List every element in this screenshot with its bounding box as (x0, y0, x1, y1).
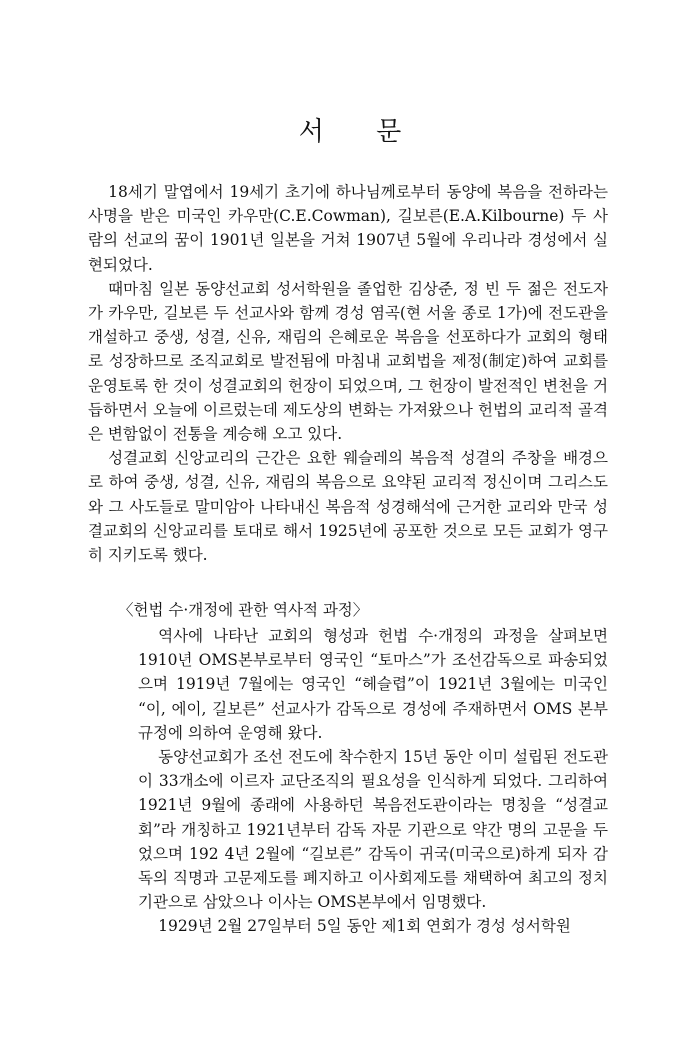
section-paragraph-2: 동양선교회가 조선 전도에 착수한지 15년 동안 이미 설립된 전도관이 33개소에 이르자 교단조직의 필요성을 인식하게 되었다. 그리하여 1921년 9월에 종래에 사용하던 복음전도관이라는 명칭을 “성결교회”라 개칭하고 1921년부터 감독 자문 기관으로 약간 명의 고문을 두었으며 192 4년 2월에 “길보른” 감독이 귀국(미국으로)하게 되자 감독의 직명과 고문제도를 폐지하고 이사회제도를 채택하여 최고의 정치기관으로 삼았으나 이사는 OMS본부에서 임명했다. (138, 748, 608, 912)
paragraph-1: 18세기 말엽에서 19세기 초기에 하나님께로부터 동양에 복음을 전하라는 사명을 받은 미국인 카우만(C.E.Cowman), 길보른(E.A.Kilbourne) 두 사람의 선교의 꿈이 1901년 일본을 거쳐 1907년 5월에 우리나라 경성에서 실현되었다. (88, 183, 608, 274)
section-paragraph-3: 1929년 2월 27일부터 5일 동안 제1회 연회가 경성 성서학원 (158, 917, 571, 936)
history-section-body (138, 624, 608, 939)
section-heading: 〈헌법 수·개정에 관한 역사적 과정〉 (118, 601, 369, 619)
preface-body (88, 180, 608, 567)
page-title: 서 문 (298, 117, 424, 147)
section-paragraph-1: 역사에 나타난 교회의 형성과 헌법 수·개정의 과정을 살펴보면 1910년 OMS본부로부터 영국인 “토마스”가 조선감독으로 파송되었으며 1919년 7월에는 영국인 “헤슬렵”이 1921년 3월에는 미국인 “이, 에이, 길보른” 선교사가 감독으로 경성에 주재하면서 OMS 본부 규정에 의하여 운영해 왔다. (138, 627, 608, 742)
paragraph-3: 성결교회 신앙교리의 근간은 요한 웨슬레의 복음적 성결의 주창을 배경으로 하여 중생, 성결, 신유, 재림의 복음으로 요약된 교리적 정신이며 그리스도와 그 사도들로 말미암아 나타내신 복음적 성경해석에 근거한 교리와 만국 성결교회의 신앙교리를 토대로 해서 1925년에 공포한 것으로 모든 교회가 영구히 지키도록 했다. (88, 449, 608, 565)
paragraph-2: 때마침 일본 동양선교회 성서학원을 졸업한 김상준, 정 빈 두 젊은 전도자가 카우만, 길보른 두 선교사와 함께 경성 염곡(현 서울 종로 1가)에 전도관을 개설하고 중생, 성결, 신유, 재림의 은혜로운 복음을 선포하다가 교회의 형태로 성장하므로 조직교회로 발전됨에 마침내 교회법을 제정(制定)하여 교회를 운영토록 한 것이 성결교회의 헌장이 되었으며, 그 헌장이 발전적인 변천을 거듭하면서 오늘에 이르렀는데 제도상의 변화는 가져왔으나 헌법의 교리적 골격은 변함없이 전통을 계승해 오고 있다. (88, 279, 608, 444)
